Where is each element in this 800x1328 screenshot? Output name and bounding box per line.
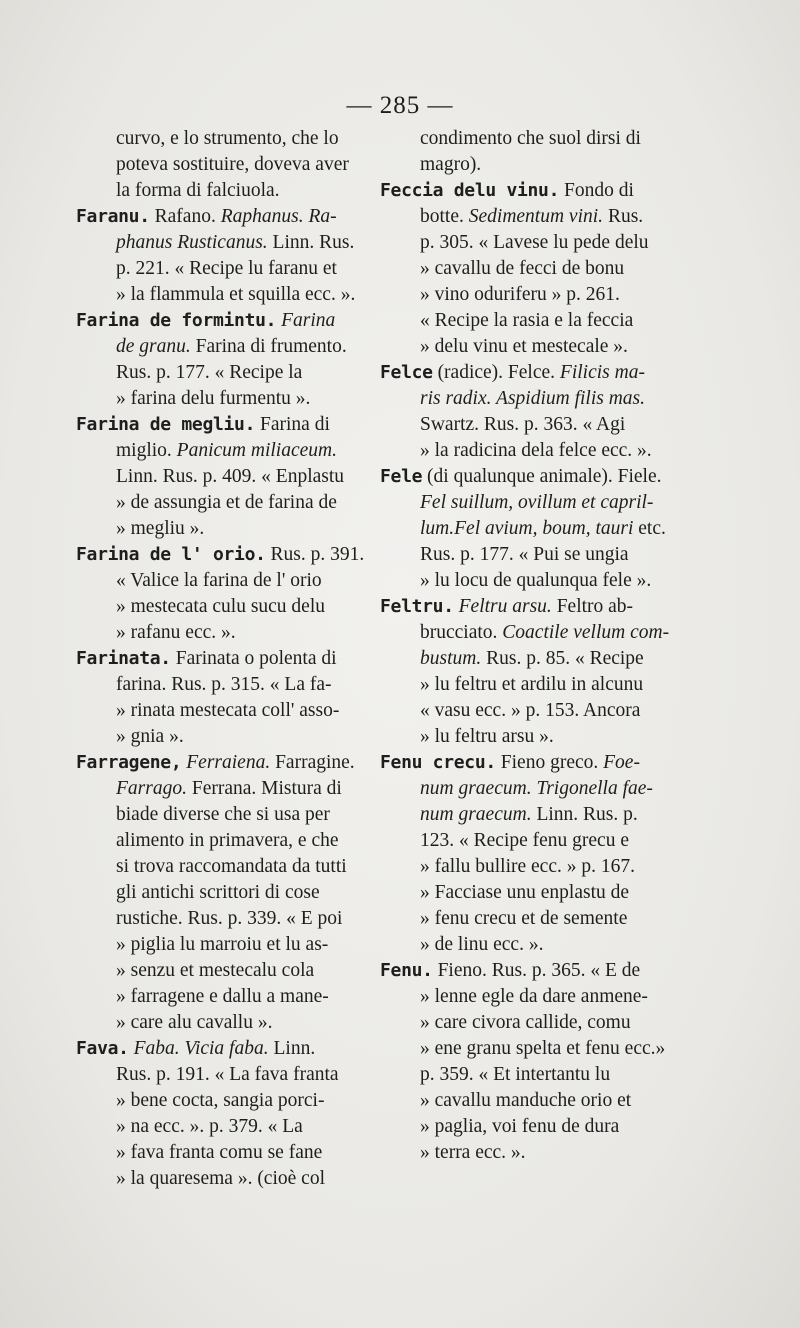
body-text: » farragene e dallu a mane- [116,986,329,1007]
text-line [380,568,672,594]
dictionary-entry [76,412,366,542]
text-line [380,360,672,386]
body-text: Linn. Rus. p. 409. « Enplastu [116,466,345,487]
body-text: farina. Rus. p. 315. « La fa- [116,674,332,695]
text-line [76,724,366,750]
body-text: » mestecata culu sucu delu [116,596,326,617]
dictionary-entry [76,204,366,308]
body-text: condimento che suol dirsi di [420,128,641,149]
text-line [76,594,366,620]
dictionary-entry [76,750,366,1036]
body-text: Rus. p. 391. [265,544,365,565]
italic-text: Raphanus. Ra- [220,206,337,227]
italic-text: Panicum miliaceum. [176,440,337,461]
body-text: » na ecc. ». p. 379. « La [116,1116,303,1137]
entry-headword: Fele [380,466,423,487]
text-line [76,776,366,802]
body-text: « Valice la farina de l' orio [116,570,322,591]
italic-text: lum.Fel avium, boum, tauri [420,518,634,539]
text-line [380,230,672,256]
italic-text: Farrago. [116,778,187,799]
body-text: » farina delu furmentu ». [116,388,311,409]
entry-headword: Feltru. [380,596,454,617]
italic-text: num graecum. [420,804,532,825]
text-line [380,490,672,516]
text-line [76,1114,366,1140]
body-text: Linn. [268,1038,316,1059]
text-line [76,984,366,1010]
text-line [380,542,672,568]
dictionary-entry [380,750,672,958]
body-text: Ferrana. Mistura di [186,778,342,799]
body-text: p. 305. « Lavese lu pede delu [420,232,649,253]
body-text: » lu feltru arsu ». [420,726,554,747]
body-text: » ene granu spelta et fenu ecc.» [420,1038,666,1059]
text-line [380,1036,672,1062]
body-text: 123. « Recipe fenu grecu e [420,830,629,851]
text-line [380,1140,672,1166]
text-line [380,256,672,282]
body-text: etc. [633,518,666,539]
text-line [380,620,672,646]
text-line [76,646,366,672]
body-text: (radice). Felce. [432,362,560,383]
body-text: p. 221. « Recipe lu faranu et [116,258,337,279]
text-line [380,880,672,906]
dictionary-entry [380,958,672,1166]
text-line [380,828,672,854]
italic-text: Coactile vellum com- [502,622,670,643]
text-line [380,334,672,360]
body-text: » megliu ». [116,518,205,539]
text-line [380,958,672,984]
entry-headword: Farina de formintu. [76,310,277,331]
italic-text: Farina [281,310,336,331]
text-line [380,750,672,776]
body-text: » fenu crecu et de semente [420,908,628,929]
body-text: rustiche. Rus. p. 339. « E poi [116,908,343,929]
entry-headword: Felce [380,362,433,383]
text-line [380,802,672,828]
text-line [76,464,366,490]
text-line [76,906,366,932]
text-line [380,646,672,672]
text-line [380,854,672,880]
body-text: biade diverse che si usa per [116,804,330,825]
text-line [76,828,366,854]
body-text: gli antichi scrittori di cose [116,882,320,903]
body-text: Linn. Rus. p. [531,804,638,825]
body-text: » de assungia et de farina de [116,492,337,513]
entry-headword: Farragene, [76,752,182,773]
italic-text: bustum. [420,648,482,669]
body-text: » piglia lu marroiu et lu as- [116,934,329,955]
italic-text: de granu. [116,336,191,357]
dictionary-entry [76,542,366,646]
text-line [76,412,366,438]
body-text: » lenne egle da dare anmene- [420,986,648,1007]
body-text: » lu locu de qualunqua fele ». [420,570,652,591]
text-line [380,282,672,308]
entry-headword: Farinata. [76,648,171,669]
entry-headword: Feccia delu vinu. [380,180,560,201]
body-text: curvo, e lo strumento, che lo [116,128,339,149]
text-line [76,932,366,958]
italic-text: ris radix. Aspidium filis mas. [420,388,646,409]
text-line [380,1114,672,1140]
dictionary-entry [76,646,366,750]
body-text: » gnia ». [116,726,184,747]
entry-headword: Farina de l' orio. [76,544,266,565]
text-line [76,204,366,230]
body-text: miglio. [116,440,177,461]
body-text: poteva sostituire, doveva aver [116,154,349,175]
entry-headword: Fenu. [380,960,433,981]
text-line [76,386,366,412]
body-text: » cavallu manduche orio et [420,1090,632,1111]
text-line [76,1062,366,1088]
left-column [76,126,366,1192]
dictionary-entry [380,178,672,360]
text-line [380,126,672,152]
text-line [380,1062,672,1088]
body-text: p. 359. « Et intertantu lu [420,1064,611,1085]
text-line [76,750,366,776]
body-text: » senzu et mestecalu cola [116,960,315,981]
text-line [380,1088,672,1114]
text-line [76,672,366,698]
body-text: » de linu ecc. ». [420,934,544,955]
text-line [380,776,672,802]
body-text: » fava franta comu se fane [116,1142,323,1163]
body-text: » cavallu de fecci de bonu [420,258,625,279]
body-text: « Recipe la rasia e la feccia [420,310,634,331]
text-line [76,1140,366,1166]
dictionary-entry [76,1036,366,1192]
text-line [380,178,672,204]
text-line [380,386,672,412]
body-text: alimento in primavera, e che [116,830,339,851]
body-text: Rus. [603,206,644,227]
text-line [380,594,672,620]
text-line [76,1036,366,1062]
text-line [76,620,366,646]
text-line [76,1088,366,1114]
body-text: » la quaresema ». (cioè col [116,1168,325,1189]
text-line [76,880,366,906]
body-text: Fondo di [559,180,634,201]
italic-text: Fel suillum, ovillum et capril- [420,492,654,513]
text-line [76,802,366,828]
text-line [380,984,672,1010]
body-text: » terra ecc. ». [420,1142,526,1163]
dictionary-entry [380,594,672,750]
entry-headword: Farina de megliu. [76,414,256,435]
dictionary-entry [76,308,366,412]
body-text: brucciato. [420,622,503,643]
text-line [380,464,672,490]
italic-text: Sedimentum vini. [468,206,604,227]
text-line [380,698,672,724]
body-text: Rus. p. 85. « Recipe [481,648,644,669]
body-text: Rafano. [149,206,221,227]
body-text: Rus. p. 177. « Recipe la [116,362,303,383]
text-line [76,230,366,256]
text-line [76,1010,366,1036]
body-text: » la flammula et squilla ecc. ». [116,284,356,305]
text-line [76,334,366,360]
text-line [76,256,366,282]
body-text: Farinata o polenta di [170,648,337,669]
text-line [76,126,366,152]
body-text: Farina di [255,414,330,435]
body-text: la forma di falciuola. [116,180,280,201]
text-line [76,178,366,204]
body-text: » rinata mestecata coll' asso- [116,700,340,721]
body-text: » vino oduriferu » p. 261. [420,284,620,305]
body-text: (di qualunque animale). Fiele. [422,466,662,487]
body-text: Farragine. [270,752,355,773]
text-line [380,724,672,750]
entry-headword: Faranu. [76,206,150,227]
body-text: » la radicina dela felce ecc. ». [420,440,652,461]
body-text: Linn. Rus. [267,232,355,253]
text-line [380,1010,672,1036]
body-text: « vasu ecc. » p. 153. Ancora [420,700,641,721]
right-column [380,126,672,1166]
body-text: » lu feltru et ardilu in alcunu [420,674,644,695]
text-line [76,360,366,386]
text-line [76,438,366,464]
text-line [76,568,366,594]
body-text: si trova raccomandata da tutti [116,856,347,877]
italic-text: Ferraiena. [186,752,271,773]
text-line [76,854,366,880]
body-text: » delu vinu et mestecale ». [420,336,628,357]
body-text: Fieno greco. [495,752,604,773]
dictionary-entry [380,126,672,178]
body-text: Fieno. Rus. p. 365. « E de [432,960,641,981]
body-text: magro). [420,154,482,175]
body-text: » Facciase unu enplastu de [420,882,630,903]
body-text: » rafanu ecc. ». [116,622,236,643]
italic-text: Foe- [603,752,640,773]
text-line [76,958,366,984]
body-text: » fallu bullire ecc. » p. 167. [420,856,635,877]
text-line [380,516,672,542]
text-line [380,906,672,932]
italic-text: Filicis ma- [559,362,645,383]
body-text: Rus. p. 191. « La fava franta [116,1064,339,1085]
italic-text: phanus Rusticanus. [116,232,268,253]
page-number: — 285 — [346,92,454,119]
text-line [380,204,672,230]
italic-text: Feltru arsu. [458,596,552,617]
text-line [76,152,366,178]
text-line [76,282,366,308]
italic-text: Faba. Vicia faba. [133,1038,269,1059]
text-line [380,932,672,958]
body-text: Farina di frumento. [190,336,347,357]
body-text: » paglia, voi fenu de dura [420,1116,620,1137]
body-text: » bene cocta, sangia porci- [116,1090,325,1111]
text-line [380,438,672,464]
entry-headword: Fava. [76,1038,129,1059]
text-line [76,1166,366,1192]
body-text: Swartz. Rus. p. 363. « Agi [420,414,626,435]
body-text: Rus. p. 177. « Pui se ungia [420,544,629,565]
body-text: » care civora callide, comu [420,1012,631,1033]
text-line [380,152,672,178]
text-line [380,672,672,698]
text-line [380,308,672,334]
text-line [76,490,366,516]
text-line [76,698,366,724]
text-line [380,412,672,438]
body-text: botte. [420,206,469,227]
text-line [76,308,366,334]
dictionary-entry [380,464,672,594]
dictionary-entry [76,126,366,204]
text-line [76,542,366,568]
text-line [76,516,366,542]
entry-headword: Fenu crecu. [380,752,496,773]
body-text: Feltro ab- [551,596,634,617]
dictionary-entry [380,360,672,464]
body-text: » care alu cavallu ». [116,1012,273,1033]
italic-text: num graecum. Trigonella fae- [420,778,653,799]
